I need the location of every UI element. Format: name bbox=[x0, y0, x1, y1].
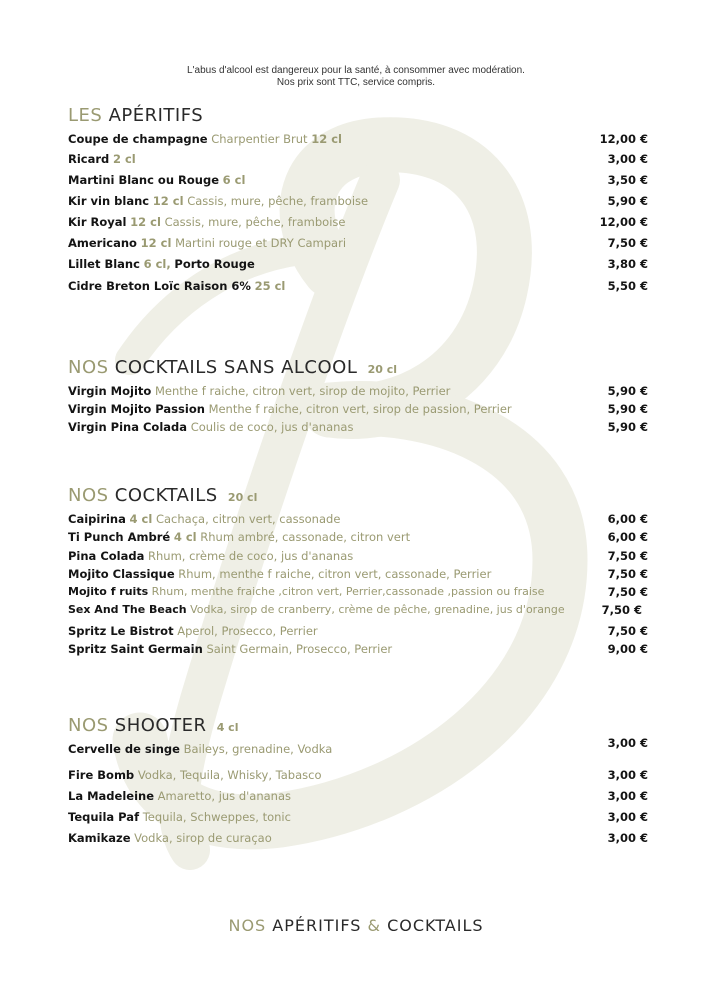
item-description: Tequila, Schweppes, tonic bbox=[142, 810, 291, 824]
menu-item bbox=[68, 641, 648, 657]
item-name: Kamikaze bbox=[68, 831, 131, 845]
menu-item bbox=[68, 566, 648, 582]
item-name: Sex And The Beach bbox=[68, 603, 187, 616]
item-price: 5,90 € bbox=[607, 194, 648, 208]
section-title-shooter bbox=[68, 715, 238, 736]
section-title-cocktails bbox=[68, 485, 257, 506]
item-volume: 25 cl bbox=[254, 279, 286, 293]
item-name: Caipirina bbox=[68, 512, 126, 526]
item-price: 5,90 € bbox=[607, 420, 648, 434]
item-description: Rhum ambré, cassonade, citron vert bbox=[200, 530, 411, 544]
item-description: Rhum, menthe fraiche ,citron vert, Perrier,cassonade ,passion ou fraise bbox=[151, 585, 545, 598]
title-volume: 4 cl bbox=[216, 721, 239, 734]
item-description: Amaretto, jus d'ananas bbox=[157, 789, 291, 803]
item-price: 3,00 € bbox=[607, 768, 648, 782]
notice-line-1: L'abus d'alcool est dangereux pour la santé, à consommer avec modération. bbox=[187, 65, 525, 76]
item-name: Americano bbox=[68, 236, 137, 250]
item-name: La Madeleine bbox=[68, 789, 154, 803]
title-accent: NOS bbox=[68, 357, 109, 378]
item-price: 7,50 € bbox=[601, 603, 642, 617]
item-price: 12,00 € bbox=[599, 132, 648, 146]
footer-accent: NOS bbox=[228, 916, 267, 935]
menu-item bbox=[68, 401, 648, 417]
item-price: 3,00 € bbox=[607, 152, 648, 166]
item-name: Virgin Mojito bbox=[68, 384, 152, 398]
menu-item bbox=[68, 151, 648, 167]
menu-item bbox=[68, 602, 648, 618]
menu-item bbox=[68, 623, 648, 639]
item-price: 6,00 € bbox=[607, 512, 648, 526]
item-price: 7,50 € bbox=[607, 549, 648, 563]
menu-item bbox=[68, 788, 648, 804]
page-footer-title bbox=[0, 916, 712, 935]
item-description: Cachaça, citron vert, cassonade bbox=[155, 512, 341, 526]
item-description: Charpentier Brut bbox=[211, 132, 308, 146]
title-main: SHOOTER bbox=[114, 715, 207, 736]
title-accent: NOS bbox=[68, 715, 109, 736]
item-name: Ricard bbox=[68, 152, 110, 166]
menu-item bbox=[68, 830, 648, 846]
section-title-aperitifs bbox=[68, 105, 203, 126]
item-price: 3,80 € bbox=[607, 257, 648, 271]
item-name: Lillet Blanc bbox=[68, 257, 140, 271]
item-volume: 4 cl bbox=[173, 530, 197, 544]
item-description: Vodka, sirop de curaçao bbox=[134, 831, 272, 845]
item-description: Rhum, crème de coco, jus d'ananas bbox=[148, 549, 354, 563]
footer-word: COCKTAILS bbox=[387, 916, 484, 935]
title-main: APÉRITIFS bbox=[108, 105, 204, 126]
item-volume: 12 cl bbox=[311, 132, 342, 146]
menu-item bbox=[68, 235, 648, 251]
menu-item bbox=[68, 214, 648, 230]
item-volume: 12 cl bbox=[130, 215, 161, 229]
item-description: Rhum, menthe f raiche, citron vert, cassonade, Perrier bbox=[178, 567, 492, 581]
menu-item bbox=[68, 511, 648, 527]
menu-item bbox=[68, 767, 648, 783]
menu-item bbox=[68, 584, 648, 600]
item-name: Martini Blanc ou Rouge bbox=[68, 173, 219, 187]
item-volume: 12 cl bbox=[140, 236, 172, 250]
notice-line-2: Nos prix sont TTC, service compris. bbox=[276, 77, 436, 88]
menu-item bbox=[68, 383, 648, 399]
item-description: Coulis de coco, jus d'ananas bbox=[190, 420, 354, 434]
item-name: Virgin Pina Colada bbox=[68, 420, 188, 434]
menu-item bbox=[68, 548, 648, 564]
alcohol-notice bbox=[0, 65, 712, 89]
menu-item bbox=[68, 256, 648, 272]
item-price: 7,50 € bbox=[607, 567, 648, 581]
item-price: 3,00 € bbox=[607, 810, 648, 824]
item-price: 7,50 € bbox=[607, 236, 648, 250]
item-price: 5,90 € bbox=[607, 384, 648, 398]
item-name: Kir vin blanc bbox=[68, 194, 150, 208]
item-price: 3,50 € bbox=[607, 173, 648, 187]
item-description: Cassis, mure, pêche, framboise bbox=[187, 194, 369, 208]
item-name: Ti Punch Ambré bbox=[68, 530, 171, 544]
title-main: COCKTAILS bbox=[114, 485, 218, 506]
item-description: Saint Germain, Prosecco, Perrier bbox=[206, 642, 393, 656]
menu-item bbox=[68, 736, 648, 757]
item-volume: 4 cl bbox=[129, 512, 153, 526]
item-description: Menthe f raiche, citron vert, sirop de mojito, Perrier bbox=[154, 384, 451, 398]
item-price: 5,90 € bbox=[607, 402, 648, 416]
item-name: Fire Bomb bbox=[68, 768, 135, 782]
item-name: Spritz Le Bistrot bbox=[68, 624, 174, 638]
item-price: 3,00 € bbox=[607, 736, 648, 750]
title-main: COCKTAILS SANS ALCOOL bbox=[114, 357, 358, 378]
title-accent: NOS bbox=[68, 485, 109, 506]
section-title-sans-alcool bbox=[68, 357, 397, 378]
item-price: 3,00 € bbox=[607, 831, 648, 845]
item-name: Cidre Breton Loïc Raison 6% bbox=[68, 279, 251, 293]
menu-item bbox=[68, 193, 648, 209]
footer-word: APÉRITIFS bbox=[272, 916, 362, 935]
item-price: 9,00 € bbox=[607, 642, 648, 656]
menu-item bbox=[68, 529, 648, 545]
item-price: 6,00 € bbox=[607, 530, 648, 544]
title-volume: 20 cl bbox=[227, 491, 258, 504]
item-volume: 6 cl, bbox=[143, 257, 171, 271]
item-description: Vodka, Tequila, Whisky, Tabasco bbox=[137, 768, 322, 782]
menu-item bbox=[68, 131, 648, 147]
item-description: Vodka, sirop de cranberry, crème de pêche, grenadine, jus d'orange bbox=[190, 603, 565, 616]
menu-item bbox=[68, 809, 648, 825]
item-price: 7,50 € bbox=[607, 585, 648, 599]
item-volume: 12 cl bbox=[152, 194, 184, 208]
menu-item bbox=[68, 172, 648, 188]
menu-item bbox=[68, 419, 648, 435]
item-name: Mojito Classique bbox=[68, 567, 175, 581]
item-price: 5,50 € bbox=[607, 279, 648, 293]
item-name: Coupe de champagne bbox=[68, 132, 208, 146]
footer-ampersand: & bbox=[367, 916, 381, 935]
item-name: Kir Royal bbox=[68, 215, 127, 229]
item-name-secondary: Porto Rouge bbox=[174, 257, 255, 271]
title-volume: 20 cl bbox=[367, 363, 398, 376]
item-name: Spritz Saint Germain bbox=[68, 642, 203, 656]
item-name: Tequila Paf bbox=[68, 810, 140, 824]
title-accent: LES bbox=[68, 105, 103, 126]
item-name: Pina Colada bbox=[68, 549, 145, 563]
item-price: 7,50 € bbox=[607, 624, 648, 638]
item-volume: 2 cl bbox=[112, 152, 136, 166]
item-name: Virgin Mojito Passion bbox=[68, 402, 205, 416]
item-description: Aperol, Prosecco, Perrier bbox=[177, 624, 318, 638]
item-price: 3,00 € bbox=[607, 789, 648, 803]
item-description: Cassis, mure, pêche, framboise bbox=[164, 215, 346, 229]
item-description: Baileys, grenadine, Vodka bbox=[183, 742, 333, 756]
item-name: Mojito f ruits bbox=[68, 585, 149, 598]
item-description: Menthe f raiche, citron vert, sirop de passion, Perrier bbox=[208, 402, 512, 416]
item-volume: 6 cl bbox=[222, 173, 246, 187]
item-price: 12,00 € bbox=[599, 215, 648, 229]
item-description: Martini rouge et DRY Campari bbox=[175, 236, 347, 250]
item-name: Cervelle de singe bbox=[68, 742, 180, 756]
menu-item bbox=[68, 278, 648, 294]
